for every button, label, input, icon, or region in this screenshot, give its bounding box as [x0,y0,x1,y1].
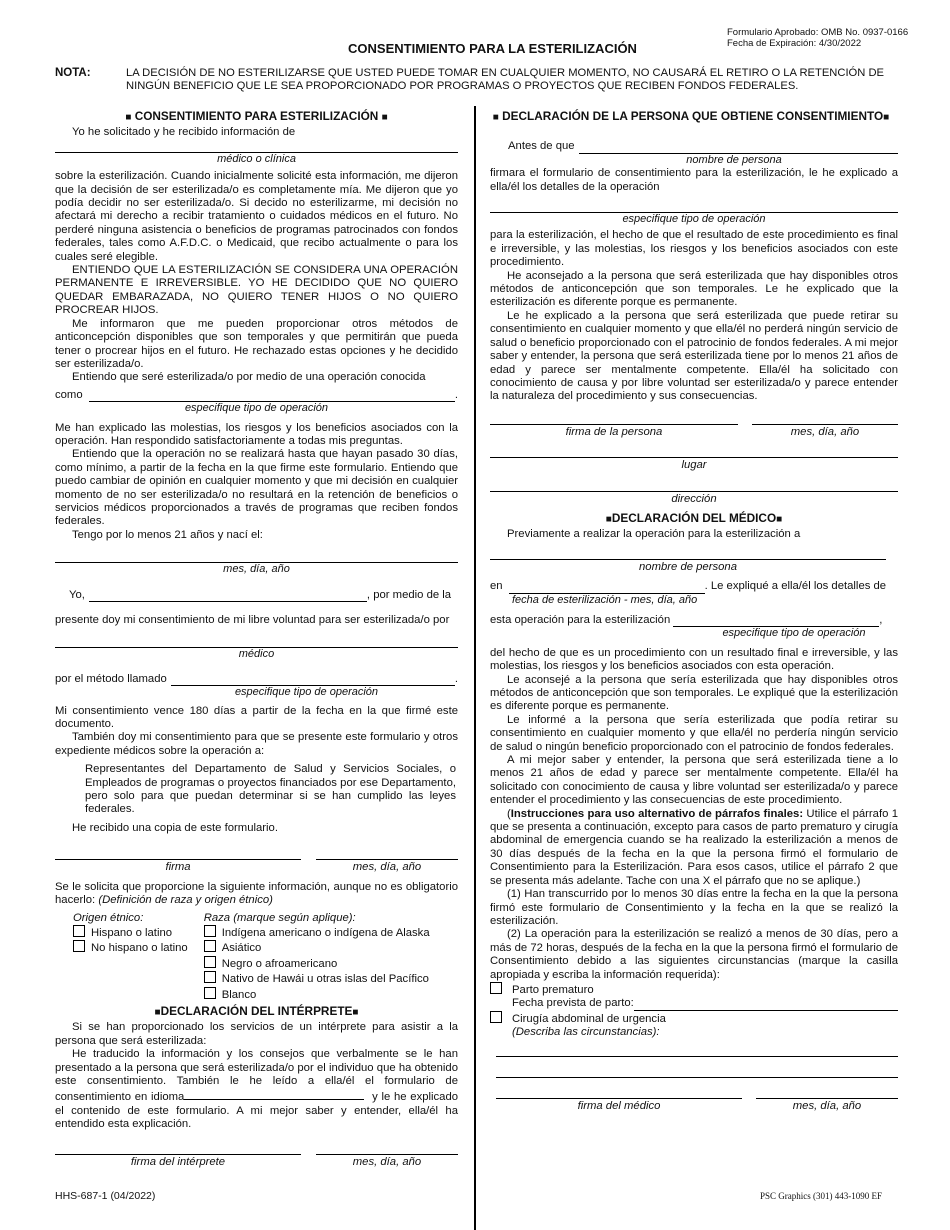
square-bullet-icon: ■ [883,112,890,123]
due-date-label: Fecha prevista de parto: [512,997,634,1010]
race-label: Raza (marque según aplique): [203,911,356,924]
nota-label: NOTA: [55,67,91,79]
place-line[interactable]: lugar [490,457,898,472]
square-bullet-icon: ■ [492,112,499,123]
physician-signature-line[interactable]: firma del médico [496,1098,742,1113]
checkbox-icon[interactable] [490,1011,502,1023]
sterilization-date-field[interactable] [509,582,705,594]
checkbox-icon[interactable] [204,956,216,968]
checkbox-icon[interactable] [73,925,85,937]
operation-type-caption: especifique tipo de operación [184,402,329,415]
method-caption: especifique tipo de operación [234,686,379,699]
square-bullet-icon: ■ [776,513,783,525]
consent-intro: Yo he solicitado y he recibido información de [72,126,296,139]
consent-heading: ■ CONSENTIMIENTO PARA ESTERILIZACIÓN ■ [125,109,388,123]
printer-info: PSC Graphics (301) 443-1090 EF [760,1191,882,1201]
esta-op-label: esta operación para la esterilización [490,613,671,626]
obtainer-p3: He aconsejado a la persona que será esterilizada que hay disponibles otros métodos de anticoncepción que son temporales. Le he explicado que la esterilización es diferente porque es permanente. [490,269,898,309]
due-date-field[interactable] [634,999,898,1011]
yo-label: Yo, [69,588,85,601]
form-id: HHS-687-1 (04/2022) [55,1190,156,1202]
consent-p8: Mi consentimiento vence 180 días a partir de la fecha en la que firmé este documento. [55,704,458,731]
interpreter-p1: Si se han proporcionado los servicios de un intérprete para asistir a la persona que será esterilizada: [55,1021,458,1047]
expiration-date: Fecha de Expiración: 4/30/2022 [727,38,862,49]
race-option[interactable]: Nativo de Hawái u otras islas del Pacífico [204,971,430,986]
race-option[interactable]: Negro o afroamericano [204,956,430,971]
interpreter-date-line[interactable]: mes, día, año [316,1154,458,1169]
consent-p3: Me informaron que me pueden proporcionar otros métodos de anticoncepción disponibles que son temporales y que permitirán que pueda tener o procrear hijos en el futuro. He rechazado estas opciones y he decidido ser esterilizada/o. [55,317,458,370]
physician-heading: ■DECLARACIÓN DEL MÉDICO■ [605,510,783,525]
sterilization-date-caption: fecha de esterilización - mes, día, año [512,593,698,606]
interpreter-signature-line[interactable]: firma del intérprete [55,1154,301,1169]
physician-p2: del hecho de que es un procedimiento con un resultado final e irreversible, y las molestias, los riesgos y los beneficios asociados con esta operación. [490,646,898,673]
consent-p1: sobre la esterilización. Cuando inicialmente solicité esta información, me dijeron que la decisión de ser esterilizada/o es completamente mía. Me dijeron que yo podía decidir no ser esterilizada/o. Si decido no esterilizarme, mi decisión no afectará mi derecho a recibir tratamiento o cuidados médicos en el futuro. No perderé ninguna asistencia o beneficios de programas patrocinados con fondos federales, tales como A.F.D.C. o Medicaid, que recibo actualmente o para los cuales seré elegible. [55,170,458,263]
operation-type-field[interactable] [89,390,455,402]
circumstances-line-1[interactable] [496,1040,898,1057]
omb-number: Formulario Aprobado: OMB No. 0937-0166 [727,27,909,38]
consent-p5: Me han explicado las molestias, los riesgos y los beneficios asociados con la operación. Han respondido satisfactoriamente a todas mis preguntas. [55,421,458,447]
interpreter-heading: ■DECLARACIÓN DEL INTÉRPRETE■ [154,1003,359,1018]
physician-p4: Le informé a la persona que sería esterilizada que podía retirar su consentimiento en cualquier momento y que ella/él no perdería ningún servicio de salud o ningún beneficio proporcionado con el patrocinio de fondos federales. [490,713,898,753]
checkbox-icon[interactable] [204,987,216,999]
obtainer-date-line[interactable]: mes, día, año [752,424,898,439]
consent-signature-line[interactable]: firma [55,859,301,874]
physician-paragraph-1: (1) Han transcurrido por lo menos 30 días entre la fecha en la que la persona firmó este formulario de Consentimiento y la fecha en la que se realizó la esterilización. [490,888,898,927]
por-medio-label: , por medio de la [366,588,452,601]
physician-p1: Previamente a realizar la operación para la esterilización a [507,528,801,541]
consent-p6: Entiendo que la operación no se realizará hasta que hayan pasado 30 días, como mínimo, a partir de la fecha en la que firme este formulario. Entiendo que puedo cambiar de opinión en cualquier momento y que mi decisión en cualquier momento de no ser esterilizada/o no resultará en la retención de beneficios o servicios médicos proporcionados a través de programas que reciben fondos federales. [55,448,458,528]
consent-p2: ENTIENDO QUE LA ESTERILIZACIÓN SE CONSIDERA UNA OPERACIÓN PERMANENTE E IRREVERSIBLE. YO HE DECIDIDO QUE NO QUIERO QUEDAR EMBARAZADA, NO QUIERO TENER HIJOS O NO QUIERO PROCREAR HIJOS. [55,264,458,317]
checkbox-icon[interactable] [73,940,85,952]
name-field[interactable] [89,590,367,602]
square-bullet-icon: ■ [125,112,132,123]
square-bullet-icon: ■ [381,112,388,123]
physician-operation-field[interactable] [673,615,879,627]
en-label: en [490,580,503,593]
nota-text: LA DECISIÓN DE NO ESTERILIZARSE QUE USTED PUEDE TOMAR EN CUALQUIER MOMENTO, NO CAUSARÁ EL RETIRO O LA RETENCIÓN DE NINGÚN BENEFICIO QUE LE SEA PROPORCIONADO POR PROGRAMAS O PROYECTOS QUE RECIBEN FONDOS FEDERALES. [126,67,884,93]
physician-operation-caption: especifique tipo de operación [722,627,866,640]
antes-label: Antes de que [508,140,575,153]
ethnicity-label: Origen étnico: [73,911,144,924]
square-bullet-icon: ■ [352,1006,359,1018]
metodo-label: por el método llamado [55,672,167,685]
race-option[interactable]: Blanco [204,987,430,1002]
copy-received-text: He recibido una copia de este formulario. [72,821,278,834]
physician-p5: A mi mejor saber y entender, la persona que será esterilizada tiene a lo menos 21 años de edad y parece ser mentalmente competente. Ella/él ha solicitado con conocimiento de causa y libre voluntad ser esterilizada/o y parece entender el procedimiento y las consecuencias de este procedimiento. [490,754,898,807]
presente-text: presente doy mi consentimiento de mi libre voluntad para ser esterilizada/o por [55,614,450,626]
consent-p7: Tengo por lo menos 21 años y nací el: [72,528,263,541]
explique-label: . Le expliqué a ella/él los detalles de [704,580,887,593]
premature-birth-option[interactable]: Parto prematuro [490,982,898,997]
representatives-text: Representantes del Departamento de Salud y Servicios Sociales, o Empleados de programas o proyectos financiados por ese Departamento, pero solo para que puedan determinar si se han cumplido las leyes federales. [85,763,456,816]
consent-date-line[interactable]: mes, día, año [316,859,458,874]
optional-info-text: Se le solicita que proporcione la siguiente información, aunque no es obligatorio hacerlo: (Definición de raza y origen étnico) [55,880,458,907]
physician-person-name-line[interactable]: nombre de persona [490,559,886,574]
physician-p3: Le aconsejé a la persona que sería esterilizada que hay disponibles otros métodos de anticoncepción que son temporales. Le expliqué que la esterilización es diferente porque es permanente. [490,673,898,713]
obtainer-signature-line[interactable]: firma de la persona [490,424,738,439]
column-divider [474,106,476,1230]
consent-p9: También doy mi consentimiento para que se presente este formulario y otros expediente médicos sobre la operación a: [55,731,458,757]
doctor-clinic-line[interactable] [55,140,458,153]
physician-paragraph-2: (2) La operación para la esterilización se realizó a menos de 30 días, pero a más de 72 horas, después de la fecha en la que la persona firmó el formulario de Consentimiento debido a las siguientes circunstancias (marque la casilla apropiada y escriba la información requerida): [490,928,898,981]
obtainer-heading: ■ DECLARACIÓN DE LA PERSONA QUE OBTIENE CONSENTIMIENTO■ [492,109,890,123]
address-line[interactable]: dirección [490,491,898,506]
obtainer-operation-caption: especifique tipo de operación [622,213,766,226]
physician-caption: médico [238,648,275,661]
ethnicity-option[interactable]: Hispano o latino [73,925,188,940]
ethnicity-group [73,912,188,1002]
checkbox-icon[interactable] [204,940,216,952]
square-bullet-icon: ■ [605,513,612,525]
obtainer-p2: para la esterilización, el hecho de que el resultado de este procedimiento es final e irreversible, y las molestias, los riesgos y los beneficios asociados con este procedimiento. [490,229,898,269]
interpreter-p2: He traducido la información y los consejos que verbalmente se le han presentado a la persona que será esterilizada/o por el individuo que ha obtenido este consentimiento. También le he leído a ella/él el formulario de consentimiento en idioma y le he explicado el contenido de este formulario. A mi mejor saber y entender, ella/él ha entendido esta explicación. [55,1048,459,1131]
person-name-caption: nombre de persona [686,153,782,166]
race-group [204,912,430,1002]
doctor-clinic-caption: médico o clínica [217,152,296,165]
circumstances-line-2[interactable] [496,1057,898,1078]
ethnicity-option[interactable]: No hispano o latino [73,940,188,955]
obtainer-operation-line[interactable] [490,194,898,213]
method-field[interactable] [171,674,455,686]
consent-section: ■ CONSENTIMIENTO PARA ESTERILIZACIÓN ■ Yo he solicitado y he recibido información de médico o clínica sobre la esterilización. Cuando inicialmente solicité esta información, me dijeron que la decisión de ser esterilizada/o es completamente mía. Me dijeron que yo podía decidir no ser esterilizada/o. Si decido no esterilizarme, mi decisión no afectará mi derecho a recibir tratamiento o cuidados médicos en el futuro. No perderé ninguna asistencia o beneficios de programas patrocinados con fondos federales, tales como A.F.D.C. o Medicaid, que recibo actualmente o para los cuales seré elegible. ENTIENDO QUE LA ESTERILIZACIÓN SE CONSIDERA UNA OPERACIÓN PERMANENTE E IRREVERSIBLE. YO HE DECIDIDO QUE NO QUIERO QUEDAR EMBARAZADA, NO QUIERO TENER HIJOS O NO QUIERO PROCREAR HIJOS. Me informaron que me pueden proporcionar otros métodos de anticoncepción disponibles que son temporales y que permitirán que pueda tener o procrear hijos en el futuro. He rechazado estas opciones y he decidido ser esterilizada/o. Entiendo que seré esterilizada/o por medio de una operación conocida como . especifique tipo de operación Me han explicado las molestias, los riesgos y los beneficios asociados con la operación. Han respondido satisfactoriamente a todas mis preguntas. Entiendo que la operación no se realizará hasta que hayan pasado 30 días, como mínimo, a partir de la fecha en la que firme este formulario. Entiendo que puedo cambiar de opinión en cualquier momento y que mi decisión en cualquier momento de no ser esterilizada/o no resultará en la retención de beneficios o servicios médicos proporcionados a través de programas que reciben fondos federales. Tengo por lo menos 21 años y nací el: mes, día, año Yo, , por medio de la presente doy mi consentimiento de mi libre voluntad para ser esterilizada/o por médico por el método llamado . especifique tipo de operación Mi consentimiento vence 180 días a partir de la fecha en la que firmé este documento. También doy mi consentimiento para que se presente este formulario y otros expediente médicos sobre la operación a: Representantes del Departamento de Salud y Servicios Sociales, o Empleados de programas o proyectos financiados por ese Departamento, pero solo para que puedan determinar si se han cumplido las leyes federales. He recibido una copia de este formulario. firma mes, día, año Se le solicita que proporcione la siguiente información, aunque no es obligatorio hacerlo: (Definición de raza y origen étnico) Origen étnico: Hispano o latino No hispano o latino Raza (marque según aplique): Indígena americano o indígena de Alaska Asiático Negro o afroamericano Nativo de Hawái u otras islas del Pacífico Blanco ■DECLARACIÓN DEL INTÉRPRETE■ Si se han proporcionado los servicios de un intérprete para asistir a la persona que será esterilizada: He traducido la información y los consejos que verbalmente se le han presentado a la persona que será esterilizada/o por el individuo que ha obtenido este consentimiento. También le he leído a ella/él el formulario de consentimiento en idioma y le he explicado el contenido de este formulario. A mi mejor saber y entender, ella/él ha entendido esta explicación. firma del intérprete mes, día, año [55,109,459,1168]
checkbox-icon[interactable] [204,971,216,983]
birthdate-caption: mes, día, año [223,563,290,576]
obtainer-section: ■ DECLARACIÓN DE LA PERSONA QUE OBTIENE CONSENTIMIENTO■ Antes de que nombre de persona firmara el formulario de consentimiento para la esterilización, le he explicado a ella/él los detalles de la operación especifique tipo de operación para la esterilización, el hecho de que el resultado de este procedimiento es final e irreversible, y las molestias, los riesgos y los beneficios asociados con este procedimiento. He aconsejado a la persona que será esterilizada que hay disponibles otros métodos de anticoncepción que son temporales. Le he explicado que la esterilización es diferente porque es permanente. Le he explicado a la persona que será esterilizada que puede retirar su consentimiento en cualquier momento y que ella/él no perderá ningún servicio de salud o beneficio proporcionado con el patrocinio de fondos federales. A mi mejor saber y entender, la persona que será esterilizada tiene por lo menos 21 años de edad y parece ser mentalmente competente. Ella/él ha solicitado con conocimiento de causa y por libre voluntad ser esterilizada/o y parece entender la naturaleza del procedimiento y sus consecuencias. firma de la persona mes, día, año lugar dirección ■DECLARACIÓN DEL MÉDICO■ Previamente a realizar la operación para la esterilización a nombre de persona en . Le expliqué a ella/él los detalles de fecha de esterilización - mes, día, año esta operación para la esterilización , especifique tipo de operación del hecho de que es un procedimiento con un resultado final e irreversible, y las molestias, los riesgos y los beneficios asociados con esta operación. Le aconsejé a la persona que sería esterilizada que hay disponibles otros métodos de anticoncepción que son temporales. Le expliqué que la esterilización es diferente porque es permanente. Le informé a la persona que sería esterilizada que podía retirar su consentimiento en cualquier momento y que ella/él no perdería ningún servicio de salud o ningún beneficio proporcionado con el patrocinio de fondos federales. A mi mejor saber y entender, la persona que será esterilizada tiene a lo menos 21 años de edad y parece ser mentalmente competente. Ella/él ha solicitado con conocimiento de causa y libre voluntad ser esterilizada/o y parece entender el procedimiento y las consecuencias de este procedimiento. (Instrucciones para uso alternativo de párrafos finales: Utilice el párrafo 1 que se presenta a continuación, excepto para casos de parto prematuro y cirugía abdominal de emergencia cuando se ha realizado la esterilización a menos de 30 días después de la fecha en la que la persona firmó el formulario de Consentimiento para la Esterilización. Para esos casos, utilice el párrafo 2 que se presenta más adelante. Tache con una X el párrafo que no se aplique.) (1) Han transcurrido por lo menos 30 días entre la fecha en la que la persona firmó este formulario de Consentimiento y la fecha en la que se realizó la esterilización. (2) La operación para la esterilización se realizó a menos de 30 días, pero a más de 72 horas, después de la fecha en la que la persona firmó el formulario de Consentimiento debido a las siguientes circunstancias (marque la casilla apropiada y escriba la información requerida): Parto prematuro Fecha prevista de parto: Cirugía abdominal de urgencia (Describa las circunstancias): firma del médico mes, día, año [490,106,898,1113]
language-field[interactable] [184,1088,364,1100]
race-option[interactable]: Asiático [204,940,430,955]
form-title: CONSENTIMIENTO PARA LA ESTERILIZACIÓN [348,41,637,56]
physician-name-line[interactable] [55,627,458,648]
checkbox-icon[interactable] [490,982,502,994]
physician-instructions: (Instrucciones para uso alternativo de párrafos finales: Utilice el párrafo 1 que se presenta a continuación, excepto para casos de parto prematuro y cirugía abdominal de emergencia cuando se ha realizado la esterilización a menos de 30 días después de la fecha en la que la persona firmó el formulario de Consentimiento para la Esterilización. Para esos casos, utilice el párrafo 2 que se presenta más adelante. Tache con una X el párrafo que no se aplique.) [490,807,898,887]
obtainer-p4: Le he explicado a la persona que será esterilizada que puede retirar su consentimiento en cualquier momento y que ella/él no perderá ningún servicio de salud o beneficio proporcionado con el patrocinio de fondos federales. A mi mejor saber y entender, la persona que será esterilizada tiene por lo menos 21 años de edad y parece ser mentalmente competente. Ella/él ha solicitado con conocimiento de causa y por libre voluntad ser esterilizada/o y parece entender la naturaleza del procedimiento y sus consecuencias. [490,309,898,403]
describe-label: (Describa las circunstancias): [512,1026,660,1039]
physician-date-line[interactable]: mes, día, año [756,1098,898,1113]
person-name-field[interactable] [579,142,898,154]
square-bullet-icon: ■ [154,1006,161,1018]
como-label: como [55,388,83,401]
consent-p4: Entiendo que seré esterilizada/o por medio de una operación conocida [72,371,426,384]
obtainer-p1: firmara el formulario de consentimiento para la esterilización, le he explicado a ella/él los detalles de la operación [490,167,898,193]
race-option[interactable]: Indígena americano o indígena de Alaska [204,925,430,940]
checkbox-icon[interactable] [204,925,216,937]
birthdate-line[interactable] [55,546,458,563]
emergency-surgery-option[interactable]: Cirugía abdominal de urgencia [490,1011,898,1026]
